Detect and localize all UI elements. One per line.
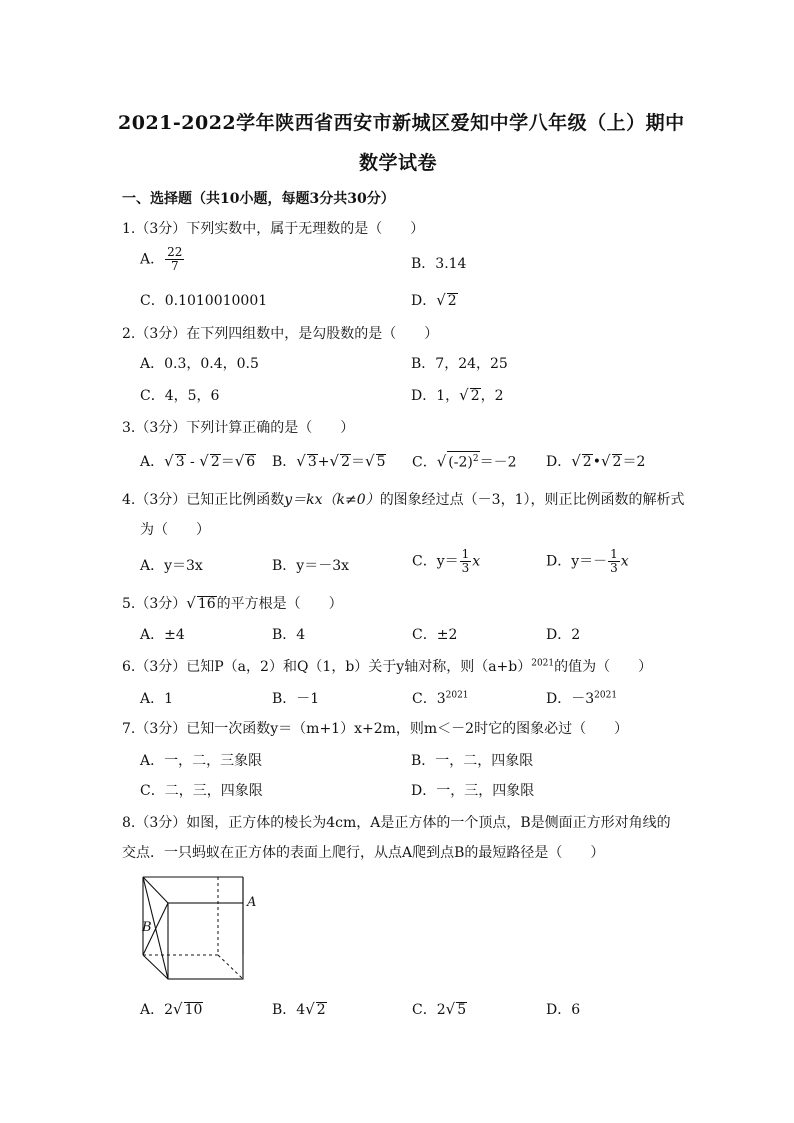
- q4-d-numerator: 1: [610, 547, 618, 561]
- q1-a-numerator: 22: [167, 245, 183, 259]
- question-8-stem: 8.（3分）如图，正方体的棱长为4cm，A是正方体的一个顶点，B是侧面正方形对角线的: [122, 815, 671, 831]
- q3-b-radicand-3: 5: [376, 454, 386, 470]
- q6-c-base: C．3: [412, 691, 446, 707]
- q4-d-fraction: [608, 548, 620, 575]
- cube-figure: [130, 872, 270, 987]
- q8-option-a: [140, 999, 203, 1019]
- q3-option-a: [140, 451, 256, 471]
- radical-sign: √: [445, 1000, 456, 1018]
- radical-sign: √: [436, 452, 447, 471]
- q4-stem-c: 的图象经过点（－3，1），则正比例函数的解析式: [379, 492, 685, 508]
- q5-radicand: 16: [197, 596, 216, 612]
- q8-c-radicand: 5: [457, 1002, 467, 1018]
- q3-option-c: [412, 451, 517, 472]
- q3-c-exponent: 2: [472, 454, 479, 464]
- q4-d-variable: x: [620, 553, 629, 570]
- q2-option-c: C．4，5，6: [140, 388, 220, 404]
- q3-a-operator: -: [185, 454, 200, 470]
- question-6-stem: [122, 656, 652, 676]
- q8-a-label: A．2: [140, 1002, 174, 1018]
- page-title-line1: 2021-2022学年陕西省西安市新城区爱知中学八年级（上）期中: [118, 112, 685, 134]
- q4-c-fraction: [460, 548, 472, 575]
- q5-option-d: D．2: [546, 627, 581, 643]
- q6-stem-exponent: 2021: [531, 658, 555, 669]
- q6-option-c: [412, 688, 469, 708]
- q3-c-equals: ＝－2: [479, 454, 517, 471]
- q4-c-denominator: 3: [461, 561, 470, 575]
- q3-d-equals: ＝2: [622, 454, 646, 470]
- q2-d-radicand: 2: [470, 388, 480, 404]
- radical-sign: √: [173, 1000, 183, 1018]
- q1-d-radicand: 2: [447, 293, 457, 309]
- q6-option-b: B．－1: [272, 691, 320, 707]
- q8-option-b: [272, 999, 327, 1019]
- q8-a-radicand: 10: [184, 1002, 203, 1018]
- radical-sign: √: [571, 452, 581, 470]
- section-heading: 一、选择题（共10小题，每题3分共30分）: [122, 191, 395, 207]
- q6-d-exponent: 2021: [594, 690, 618, 701]
- q4-d-label: D．y＝－: [546, 553, 608, 570]
- q8-option-c: [412, 999, 467, 1019]
- radical-sign: √: [305, 1000, 315, 1018]
- q4-d-denominator: 3: [610, 561, 618, 575]
- q4-option-a: A．y＝3x: [140, 558, 203, 574]
- q1-option-b: B．3.14: [411, 256, 467, 272]
- q3-a-equals: ＝: [220, 454, 235, 470]
- q3-a-radicand-3: 6: [246, 454, 256, 470]
- q3-a-radicand-1: 3: [175, 454, 185, 470]
- q4-stem-a: 4.（3分）已知正比例函数: [122, 492, 285, 508]
- q3-d-radicand-1: 2: [582, 454, 592, 470]
- q6-stem-main: 6.（3分）已知P（a，2）和Q（1，b）关于y轴对称，则（a+b）: [122, 659, 532, 675]
- radical-sign: √: [600, 452, 611, 470]
- q5-stem-prefix: 5.（3分）: [122, 596, 187, 612]
- q1-option-d: [411, 290, 458, 310]
- q2-option-a: A．0.3，0.4，0.5: [140, 356, 259, 372]
- question-2-stem: 2.（3分）在下列四组数中，是勾股数的是（ ）: [122, 326, 439, 342]
- q4-stem-b: y＝kx（k≠0）: [284, 492, 380, 508]
- q3-d-label: D．: [546, 454, 572, 470]
- q7-option-d: D．一，三，四象限: [411, 783, 535, 799]
- vertex-label-a: A: [247, 895, 257, 910]
- radical-sign: √: [296, 452, 306, 470]
- question-3-stem: 3.（3分）下列计算正确的是（ ）: [122, 420, 355, 436]
- q3-c-radicand: [447, 451, 479, 470]
- q3-a-radicand-2: 2: [210, 454, 220, 470]
- q1-option-c: C．0.1010010001: [140, 293, 268, 309]
- q8-b-radicand: 2: [316, 1002, 326, 1018]
- q5-option-c: C．±2: [412, 627, 458, 643]
- question-4-stem: [122, 489, 685, 509]
- question-7-stem: 7.（3分）已知一次函数y＝（m+1）x+2m，则m＜－2时它的图象必过（ ）: [122, 721, 629, 737]
- cube-hidden-edge: [218, 955, 243, 979]
- q4-option-c: [412, 548, 480, 575]
- q6-c-exponent: 2021: [445, 690, 469, 701]
- q3-c-radicand-base: (-2): [448, 454, 473, 471]
- q3-b-operator: +: [317, 454, 330, 470]
- q3-option-b: [272, 451, 386, 471]
- radical-sign: √: [459, 386, 469, 404]
- q3-b-label: B．: [272, 454, 297, 470]
- q1-a-denominator: 7: [170, 259, 179, 273]
- page-title-line2: 数学试卷: [359, 152, 438, 174]
- q3-a-label: A．: [140, 454, 165, 470]
- q3-d-radicand-2: 2: [612, 454, 622, 470]
- q1-a-label: A．: [140, 251, 165, 268]
- question-4-stem-line2: 为（ ）: [140, 522, 210, 538]
- q4-c-numerator: 1: [461, 547, 470, 561]
- question-5-stem: [122, 593, 343, 613]
- point-label-b: B: [142, 920, 152, 935]
- question-1-stem: 1.（3分）下列实数中，属于无理数的是（ ）: [122, 221, 425, 237]
- q3-d-operator: •: [592, 454, 601, 470]
- q4-option-b: B．y＝－3x: [272, 558, 349, 574]
- q1-d-label: D．: [411, 293, 437, 309]
- q3-b-radicand-1: 3: [307, 454, 317, 470]
- q8-b-label: B．4: [272, 1002, 306, 1018]
- q3-b-equals: ＝: [351, 454, 365, 470]
- radical-sign: √: [329, 452, 340, 470]
- q6-option-d: [546, 688, 617, 708]
- radical-sign: √: [436, 291, 446, 309]
- q3-b-radicand-2: 2: [341, 454, 350, 470]
- q3-c-label: C．: [412, 454, 437, 471]
- radical-sign: √: [234, 452, 245, 470]
- q6-stem-suffix: 的值为（ ）: [554, 659, 653, 675]
- q7-option-b: B．一，二，四象限: [411, 753, 534, 769]
- radical-sign: √: [186, 594, 196, 612]
- q2-option-d: [411, 385, 504, 405]
- q1-a-fraction: [165, 246, 184, 273]
- q7-option-a: A．一，二，三象限: [140, 753, 263, 769]
- q1-option-a: [140, 246, 185, 273]
- cube-edge: [143, 955, 168, 979]
- q7-option-c: C．二，三，四象限: [140, 783, 263, 799]
- q8-c-label: C．2: [412, 1002, 446, 1018]
- q2-d-suffix: ，2: [480, 388, 504, 404]
- radical-sign: √: [199, 452, 209, 470]
- q5-option-a: A．±4: [140, 627, 185, 643]
- q4-option-d: [546, 548, 629, 575]
- q3-option-d: [546, 451, 645, 471]
- q5-option-b: B．4: [272, 627, 306, 643]
- q4-c-variable: x: [472, 553, 481, 570]
- q8-option-d: D．6: [546, 1002, 581, 1018]
- q2-option-b: B．7，24，25: [411, 356, 508, 372]
- question-8-stem-line2: 交点．一只蚂蚁在正方体的表面上爬行，从点A爬到点B的最短路径是（ ）: [122, 845, 605, 861]
- q6-d-base: D．－3: [546, 691, 595, 707]
- q4-c-label: C．y＝: [412, 553, 459, 570]
- q2-d-prefix: D．1，: [411, 388, 460, 404]
- radical-sign: √: [365, 452, 375, 470]
- q5-stem-suffix: 的平方根是（ ）: [216, 596, 343, 612]
- radical-sign: √: [164, 452, 174, 470]
- q6-option-a: A．1: [140, 691, 174, 707]
